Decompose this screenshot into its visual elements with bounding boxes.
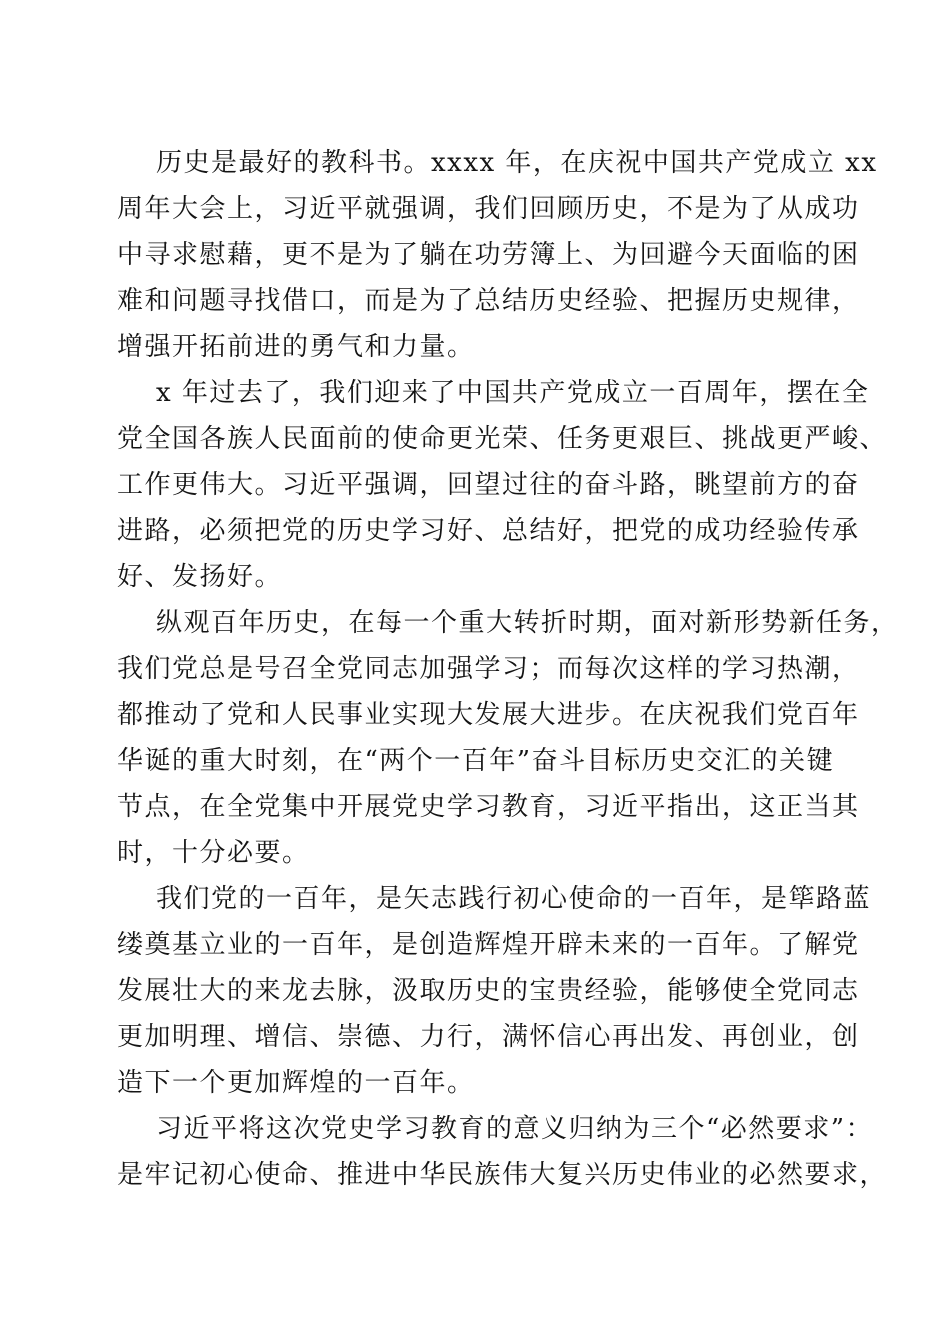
paragraph-3 — [117, 600, 899, 876]
text-line: 进路，必须把党的历史学习好、总结好，把党的成功经验传承 — [117, 516, 860, 546]
text-line: 时，十分必要。 — [117, 838, 310, 868]
text-line: 是牢记初心使命、推进中华民族伟大复兴历史伟业的必然要求， — [117, 1160, 888, 1190]
text-line: 华诞的重大时刻，在“两个一百年”奋斗目标历史交汇的关键 — [117, 746, 835, 776]
paragraph-1 — [117, 140, 878, 370]
document-body — [117, 140, 899, 1198]
text-line: 增强开拓前进的勇气和力量。 — [117, 332, 475, 362]
text-line: 都推动了党和人民事业实现大发展大进步。在庆祝我们党百年 — [117, 700, 860, 730]
text-line: 周年大会上，习近平就强调，我们回顾历史，不是为了从成功 — [117, 194, 860, 224]
text-line: 更加明理、增信、崇德、力行，满怀信心再出发、再创业，创 — [117, 1022, 860, 1052]
text-line: 习近平将这次党史学习教育的意义归纳为三个“必然要求”： — [156, 1114, 874, 1144]
text-line: 难和问题寻找借口，而是为了总结历史经验、把握历史规律， — [117, 286, 860, 316]
text-line: 党全国各族人民面前的使命更光荣、任务更艰巨、挑战更严峻、 — [117, 424, 888, 454]
text-line: 中寻求慰藉，更不是为了躺在功劳簿上、为回避今天面临的困 — [117, 240, 860, 270]
text-line: x 年过去了，我们迎来了中国共产党成立一百周年，摆在全 — [156, 378, 870, 408]
text-line: 节点，在全党集中开展党史学习教育，习近平指出，这正当其 — [117, 792, 860, 822]
paragraph-4 — [117, 876, 872, 1106]
text-line: 造下一个更加辉煌的一百年。 — [117, 1068, 475, 1098]
text-line: 我们党的一百年，是矢志践行初心使命的一百年，是筚路蓝 — [156, 884, 872, 914]
text-line: 好、发扬好。 — [117, 562, 283, 592]
paragraph-2 — [117, 370, 888, 600]
text-line: 发展壮大的来龙去脉，汲取历史的宝贵经验，能够使全党同志 — [117, 976, 860, 1006]
paragraph-5 — [117, 1106, 888, 1198]
text-line: 纵观百年历史，在每一个重大转折时期，面对新形势新任务， — [156, 608, 899, 638]
text-line: 我们党总是号召全党同志加强学习；而每次这样的学习热潮， — [117, 654, 860, 684]
text-line: 历史是最好的教科书。xxxx 年，在庆祝中国共产党成立 xx — [156, 148, 878, 178]
text-line: 缕奠基立业的一百年，是创造辉煌开辟未来的一百年。了解党 — [117, 930, 860, 960]
text-line: 工作更伟大。习近平强调，回望过往的奋斗路，眺望前方的奋 — [117, 470, 860, 500]
